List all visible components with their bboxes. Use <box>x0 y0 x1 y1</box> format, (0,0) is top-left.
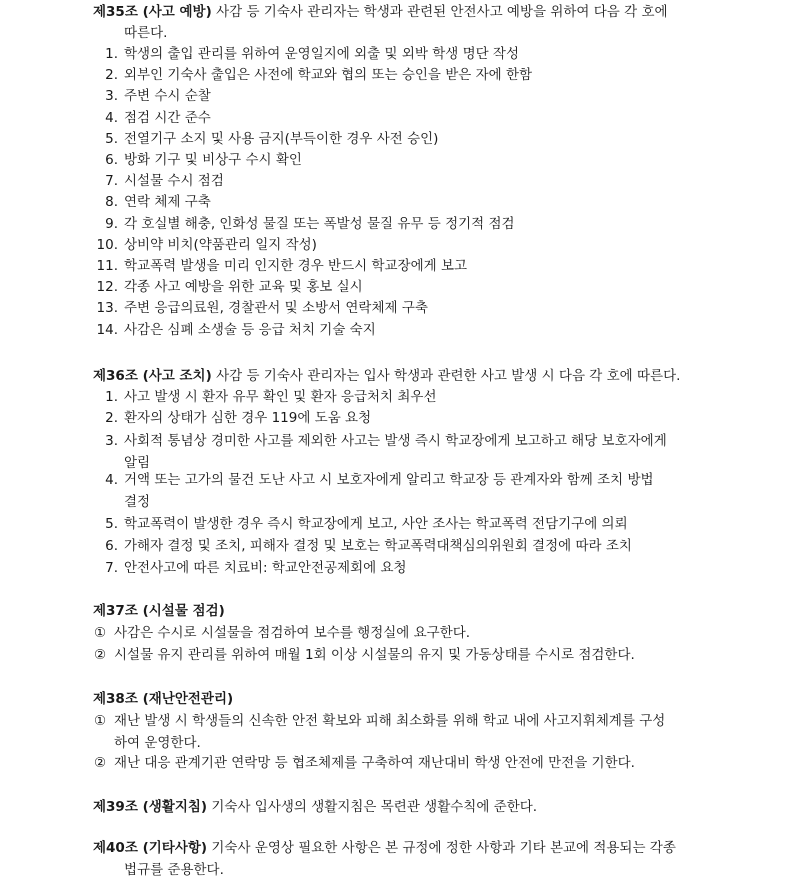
article-intro: 사감 등 기숙사 관리자는 학생과 관련된 안전사고 예방을 위하여 다음 각 호에 <box>216 4 668 20</box>
item-text: 사고 발생 시 환자 유무 확인 및 환자 응급처치 최우선 <box>124 389 437 405</box>
item-number: 6. <box>105 538 118 554</box>
article-title: 제37조 (시설물 점검) <box>93 603 225 619</box>
item-text: 전열기구 소지 및 사용 금지(부득이한 경우 사전 승인) <box>124 130 439 147</box>
clause-text-continued: 하여 운영한다. <box>114 735 201 751</box>
article-heading-line <box>93 797 537 817</box>
item-text-continued: 알림 <box>124 455 151 471</box>
item-number: 1. <box>105 46 118 62</box>
item-number: 3. <box>105 88 118 105</box>
item-text: 학생의 출입 관리를 위하여 운영일지에 외출 및 외박 학생 명단 작성 <box>124 46 520 62</box>
item-text: 가해자 결정 및 조치, 피해자 결정 및 보호는 학교폭력대책심의위원회 결정에 따라 조치 <box>124 538 632 554</box>
item-text: 시설물 수시 점검 <box>124 173 224 190</box>
item-number: 3. <box>105 433 118 449</box>
clause-text: 재난 발생 시 학생들의 신속한 안전 확보와 피해 최소화를 위해 학교 내에 사고지휘체계를 구성 <box>114 713 666 729</box>
article-intro-continued: 법규를 준용한다. <box>124 862 224 878</box>
article-intro: 기숙사 운영상 필요한 사항은 본 규정에 정한 사항과 기타 본교에 적용되는 각종 <box>211 840 676 856</box>
clause-number: ② <box>94 755 107 771</box>
item-text: 점검 시간 준수 <box>124 109 211 126</box>
item-number: 2. <box>105 410 118 426</box>
article-title: 제35조 (사고 예방) <box>93 4 212 20</box>
item-text: 주변 응급의료원, 경찰관서 및 소방서 연락체제 구축 <box>124 300 428 317</box>
article-intro: 기숙사 입사생의 생활지침은 목련관 생활수칙에 준한다. <box>211 799 538 815</box>
article-title: 제40조 (기타사항) <box>93 840 208 856</box>
item-number: 8. <box>105 194 118 211</box>
item-number: 13. <box>96 300 118 317</box>
item-number: 14. <box>96 321 118 338</box>
item-text: 사회적 통념상 경미한 사고를 제외한 사고는 발생 즉시 학교장에게 보고하고 해당 보호자에게 <box>124 433 667 449</box>
item-text: 상비약 비치(약품관리 일지 작성) <box>124 236 317 253</box>
article-intro: 사감 등 기숙사 관리자는 입사 학생과 관련한 사고 발생 시 다음 각 호에 따른다. <box>216 368 681 384</box>
item-text: 거액 또는 고가의 물건 도난 사고 시 보호자에게 알리고 학교장 등 관계자와 함께 조치 방법 <box>124 472 654 488</box>
clause-number: ② <box>94 647 107 663</box>
item-number: 7. <box>105 560 118 576</box>
article-title: 제39조 (생활지침) <box>93 799 208 815</box>
item-number: 11. <box>96 258 118 274</box>
clause-text: 재난 대응 관계기관 연락망 등 협조체제를 구축하여 재난대비 학생 안전에 만전을 기한다. <box>114 755 635 771</box>
item-text: 방화 기구 및 비상구 수시 확인 <box>124 152 302 168</box>
article-heading-line <box>93 366 680 386</box>
item-number: 5. <box>105 516 118 532</box>
item-text: 외부인 기숙사 출입은 사전에 학교와 협의 또는 승인을 받은 자에 한함 <box>124 67 533 84</box>
item-text: 안전사고에 따른 치료비: 학교안전공제회에 요청 <box>124 560 407 576</box>
item-text: 각종 사고 예방을 위한 교육 및 홍보 실시 <box>124 279 363 296</box>
item-number: 12. <box>96 279 118 296</box>
item-number: 4. <box>105 472 118 488</box>
item-text: 사감은 심폐 소생술 등 응급 처치 기술 숙지 <box>124 321 376 338</box>
item-number: 2. <box>105 67 118 84</box>
clause-number: ① <box>94 625 107 641</box>
clause-text: 시설물 유지 관리를 위하여 매월 1회 이상 시설물의 유지 및 가동상태를 수시로 점검한다. <box>114 647 635 663</box>
item-text: 환자의 상태가 심한 경우 119에 도움 요청 <box>124 410 372 426</box>
article-intro-continued: 따른다. <box>124 25 168 41</box>
article-title: 제36조 (사고 조치) <box>93 368 212 384</box>
item-number: 6. <box>105 152 118 168</box>
item-number: 9. <box>105 215 118 232</box>
clause-number: ① <box>94 713 107 729</box>
article-heading-line <box>93 689 233 709</box>
item-number: 1. <box>105 389 118 405</box>
article-heading-line <box>93 838 676 858</box>
item-number: 10. <box>96 236 118 253</box>
item-text-continued: 결정 <box>124 494 151 510</box>
item-text: 각 호실별 해충, 인화성 물질 또는 폭발성 물질 유무 등 정기적 점검 <box>124 215 515 232</box>
article-heading-line <box>93 601 225 621</box>
item-text: 주변 수시 순찰 <box>124 88 211 105</box>
item-text: 학교폭력 발생을 미리 인지한 경우 반드시 학교장에게 보고 <box>124 258 468 274</box>
item-text: 연락 체제 구축 <box>124 194 211 211</box>
item-number: 5. <box>105 130 118 147</box>
item-text: 학교폭력이 발생한 경우 즉시 학교장에게 보고, 사안 조사는 학교폭력 전담기구에 의뢰 <box>124 516 628 532</box>
article-title: 제38조 (재난안전관리) <box>93 691 234 707</box>
item-number: 7. <box>105 173 118 190</box>
clause-text: 사감은 수시로 시설물을 점검하여 보수를 행정실에 요구한다. <box>114 625 471 641</box>
item-number: 4. <box>105 109 118 126</box>
article-heading-line <box>93 2 668 22</box>
